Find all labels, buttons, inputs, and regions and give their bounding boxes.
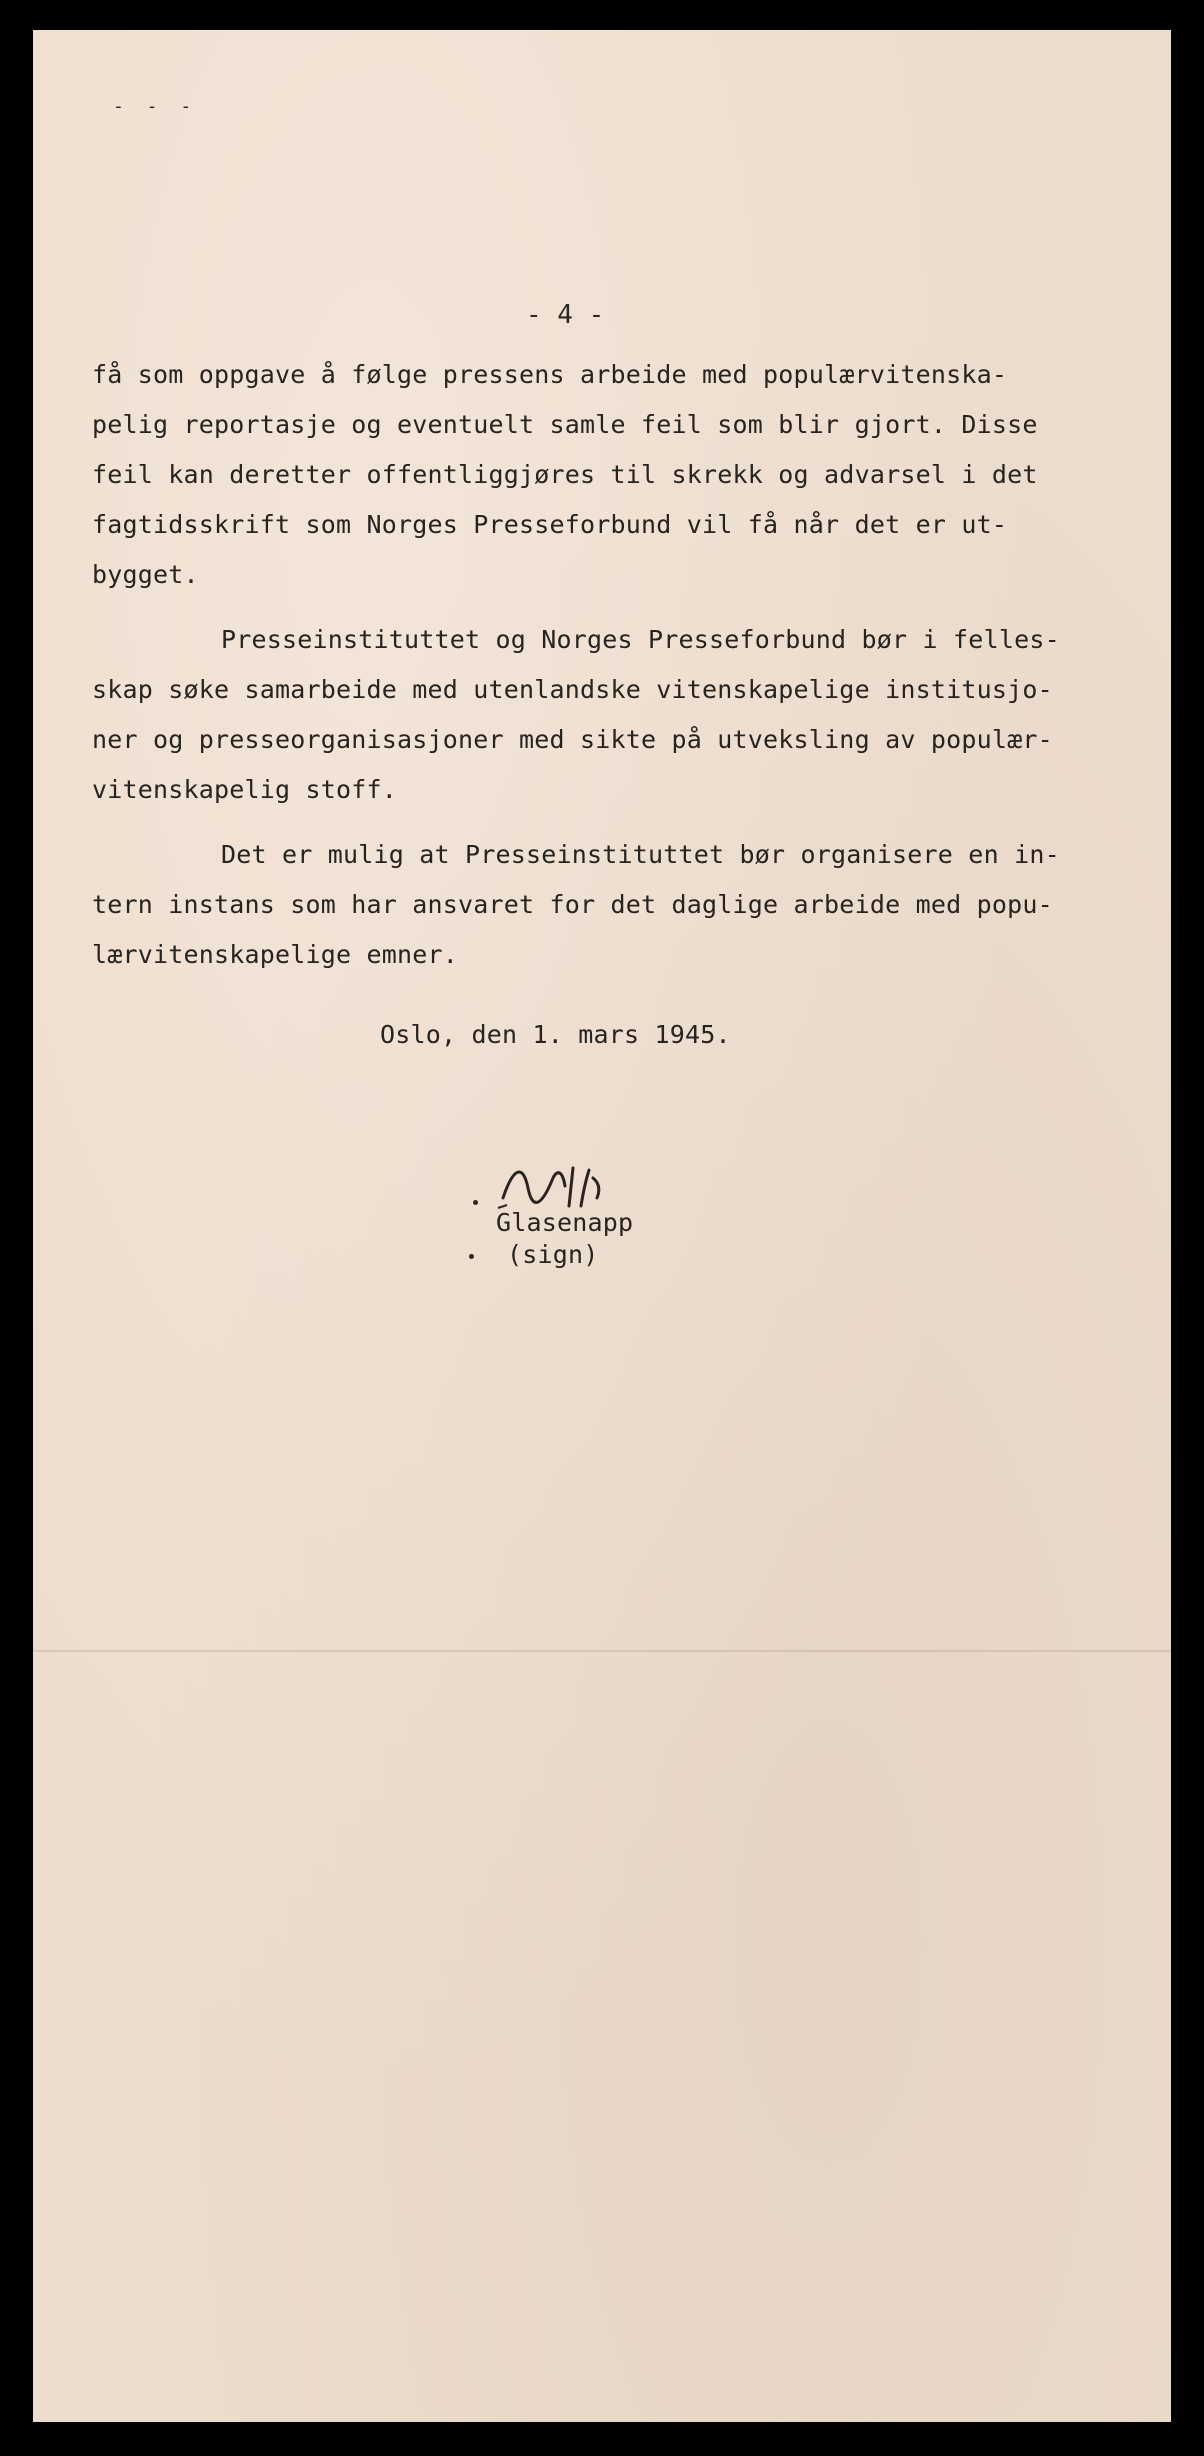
body-line: ner og presseorganisasjoner med sikte på utveksling av populær-	[92, 725, 1053, 754]
signature-name: Glasenapp	[496, 1208, 634, 1237]
body-line: tern instans som har ansvaret for det daglige arbeide med popu-	[92, 890, 1053, 919]
body-line: feil kan deretter offentliggjøres til skrekk og advarsel i det	[92, 460, 1038, 489]
body-line: pelig reportasje og eventuelt samle feil som blir gjort. Disse	[92, 410, 1038, 439]
body-line: skap søke samarbeide med utenlandske vitenskapelige institusjo-	[92, 675, 1053, 704]
body-line: fagtidsskrift som Norges Presseforbund vil få når det er ut-	[92, 510, 1008, 539]
body-line: Presseinstituttet og Norges Presseforbund bør i felles-	[221, 625, 1060, 654]
body-line: få som oppgave å følge pressens arbeide med populærvitenska-	[92, 360, 1008, 389]
corner-mark: - - -	[113, 96, 198, 117]
fold-line	[33, 1650, 1171, 1652]
page-number: - 4 -	[526, 300, 605, 330]
ink-dot	[473, 1200, 478, 1205]
body-line: vitenskapelig stoff.	[92, 775, 398, 804]
body-line: Det er mulig at Presseinstituttet bør organisere en in-	[221, 840, 1060, 869]
signature-note: (sign)	[507, 1240, 599, 1269]
body-line: lærvitenskapelige emner.	[92, 940, 459, 969]
body-line: bygget.	[92, 560, 199, 589]
document-page	[33, 30, 1171, 2422]
date-line: Oslo, den 1. mars 1945.	[380, 1020, 731, 1049]
ink-dot	[469, 1254, 474, 1259]
